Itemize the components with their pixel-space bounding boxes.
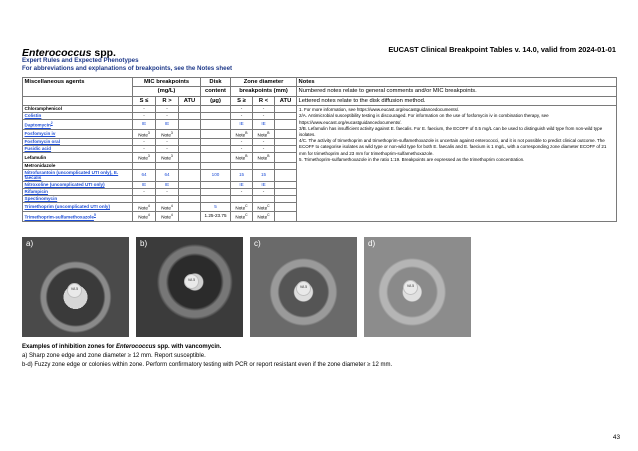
zone-atu-value (275, 153, 297, 163)
disk-content-value (201, 113, 231, 120)
zone-atu-value (275, 120, 297, 130)
agent-name[interactable]: Nitrofurantoin (uncomplicated UTI only), E. faecalis (23, 169, 133, 181)
mic-s-value: 64 (133, 169, 156, 181)
notes-subheader-1: Numbered notes relate to general comments and/or MIC breakpoints. (297, 87, 617, 96)
zone-image-3 (250, 237, 357, 337)
note-item: 3/B. Lefamulin has insufficient activity against E. faecalis. For E. faecium, the ECOFF of 0.5 mg/L can be used to distinguish wild type from non-wild type isolates. (299, 125, 603, 138)
table-row (23, 106, 617, 113)
header-r-gt: R > (156, 96, 179, 105)
zone-atu-value (275, 106, 297, 113)
mic-atu-value (179, 139, 201, 146)
header-mic-unit: (mg/L) (133, 87, 201, 96)
agent-name[interactable]: Rifampicin (23, 188, 133, 195)
agent-name[interactable]: Trimethoprim-sulfamethoxazole$^5$ (23, 212, 133, 222)
zone-atu-value (275, 188, 297, 195)
header-r-lt: R < (253, 96, 275, 105)
header-spacer (23, 96, 133, 105)
zone-s-value: - (231, 106, 253, 113)
image-label: d) (368, 239, 376, 248)
notes-cell (297, 106, 617, 221)
zone-r-value: - (253, 146, 275, 153)
mic-atu-value (179, 212, 201, 222)
header-mic: MIC breakpoints (133, 78, 201, 87)
zone-r-value: - (253, 106, 275, 113)
disk-content-value (201, 120, 231, 130)
mic-s-value: IE (133, 181, 156, 188)
header-zone-unit: breakpoints (mm) (231, 87, 297, 96)
caption-title: Examples of inhibition zones for Enterococcus spp. with vancomycin. (22, 344, 222, 350)
mic-s-value (133, 195, 156, 202)
zone-atu-value (275, 162, 297, 169)
mic-s-value: - (133, 106, 156, 113)
disk-content-value (201, 146, 231, 153)
mic-r-value: IE (156, 120, 179, 130)
agent-name[interactable]: Trimethoprim (uncomplicated UTI only) (23, 202, 133, 212)
zone-r-value: Note$^B$ (253, 153, 275, 163)
header-disk-content: content (201, 87, 231, 96)
zone-s-value (231, 162, 253, 169)
header-disk: Disk (201, 78, 231, 87)
mic-atu-value (179, 202, 201, 212)
mic-s-value (133, 162, 156, 169)
disk-content-value (201, 106, 231, 113)
mic-r-value: Note$^3$ (156, 129, 179, 139)
mic-s-value: Note$^3$ (133, 129, 156, 139)
mic-r-value (156, 195, 179, 202)
note-item: 2/A. Antimicrobial susceptibility testing is discouraged. For information on the use of fosfomycin iv in combination therapy, see https://www.eucast.org/eucastguidancedocuments/. (299, 113, 549, 125)
mic-r-value: - (156, 106, 179, 113)
zone-s-value: Note$^B$ (231, 129, 253, 139)
zone-r-value: Note$^C$ (253, 202, 275, 212)
breakpoint-table (22, 77, 617, 222)
agent-name[interactable]: Spectinomycin (23, 195, 133, 202)
image-label: c) (254, 239, 261, 248)
zone-r-value: Note$^B$ (253, 129, 275, 139)
zone-s-value (231, 195, 253, 202)
header-notes: Notes (297, 78, 617, 87)
image-label: a) (26, 239, 34, 248)
zone-atu-value (275, 129, 297, 139)
disk-content-value: 1.25-23.75 (201, 212, 231, 222)
antibiotic-disc: VA 5 (67, 283, 82, 298)
agent-name[interactable]: Fosfomycin iv (23, 129, 133, 139)
image-label: b) (140, 239, 148, 248)
mic-atu-value (179, 106, 201, 113)
zone-s-value: - (231, 146, 253, 153)
page-number: 43 (612, 434, 620, 441)
zone-r-value: 15 (253, 169, 275, 181)
mic-s-value: - (133, 188, 156, 195)
mic-s-value: - (133, 146, 156, 153)
zone-atu-value (275, 202, 297, 212)
header-atu: ATU (179, 96, 201, 105)
zone-atu-value (275, 212, 297, 222)
organism-suffix: spp. (94, 47, 116, 59)
antibiotic-disc: VA 5 (296, 281, 311, 296)
note-item: 4/C. The activity of trimethoprim and trimethoprim-sulfamethoxazole is uncertain against enterococci, and it is not possible to predict clinical outcome. The ECOFF to categorise isolates as wild type or non-wild type for both E. faecalis and E. faecium is 1 mg/L, with a corresponding zone diameter ECOFF of 21 mm for trimethoprim and 23 mm for trimethoprim-sulfamethoxazole. (299, 138, 607, 156)
mic-atu-value (179, 195, 201, 202)
disk-content-value: 100 (201, 169, 231, 181)
header-disk-unit: (µg) (201, 96, 231, 105)
mic-r-value: 64 (156, 169, 179, 181)
note-item: 1. For more information, see https://www.eucast.org/eucastguidancedocuments/. (299, 107, 460, 113)
mic-atu-value (179, 181, 201, 188)
mic-r-value: Note$^4$ (156, 202, 179, 212)
subtitle-abbreviations[interactable]: For abbreviations and explanations of breakpoints, see the Notes sheet (22, 65, 233, 72)
zone-atu-value (275, 195, 297, 202)
caption-line-a: a) Sharp zone edge and zone diameter ≥ 12 mm. Report susceptible. (22, 352, 206, 359)
mic-atu-value (179, 120, 201, 130)
disk-content-value: 5 (201, 202, 231, 212)
mic-s-value: IE (133, 120, 156, 130)
zone-atu-value (275, 139, 297, 146)
disk-content-value (201, 195, 231, 202)
mic-r-value: IE (156, 181, 179, 188)
mic-atu-value (179, 153, 201, 163)
zone-atu-value (275, 181, 297, 188)
mic-s-value: - (133, 139, 156, 146)
mic-s-value: Note$^4$ (133, 212, 156, 222)
zone-atu-value (275, 113, 297, 120)
mic-r-value: Note$^3$ (156, 153, 179, 163)
zone-image-2 (136, 237, 243, 337)
mic-atu-value (179, 129, 201, 139)
disk-content-value (201, 162, 231, 169)
agent-name[interactable]: Nitroxoline (uncomplicated UTI only) (23, 181, 133, 188)
zone-atu-value (275, 146, 297, 153)
antibiotic-disc: VA 5 (403, 280, 418, 295)
header-s-ge: S ≥ (231, 96, 253, 105)
mic-s-value: - (133, 113, 156, 120)
mic-atu-value (179, 146, 201, 153)
mic-r-value: Note$^4$ (156, 212, 179, 222)
zone-s-value: Note$^C$ (231, 212, 253, 222)
zone-s-value: IE (231, 120, 253, 130)
agent-name[interactable]: Fusidic acid (23, 146, 133, 153)
mic-r-value: - (156, 146, 179, 153)
disk-content-value (201, 153, 231, 163)
zone-r-value: Note$^C$ (253, 212, 275, 222)
header-atu-zone: ATU (275, 96, 297, 105)
agent-name: Metronidazole (23, 162, 133, 169)
agent-name[interactable]: Daptomycin$^2$ (23, 120, 133, 130)
zone-s-value: Note$^C$ (231, 202, 253, 212)
mic-atu-value (179, 169, 201, 181)
zone-r-value: - (253, 188, 275, 195)
zone-image-1 (22, 237, 129, 337)
mic-atu-value (179, 188, 201, 195)
agent-name: Lefamulin (23, 153, 133, 163)
zone-r-value: IE (253, 120, 275, 130)
disk-content-value (201, 139, 231, 146)
zone-s-value: - (231, 113, 253, 120)
zone-s-value: Note$^B$ (231, 153, 253, 163)
disk-content-value (201, 188, 231, 195)
header-agents: Miscellaneous agents (23, 78, 133, 97)
zone-s-value: - (231, 139, 253, 146)
mic-r-value: - (156, 113, 179, 120)
zone-r-value: IE (253, 181, 275, 188)
header-s-le: S ≤ (133, 96, 156, 105)
figure-caption (22, 343, 392, 369)
zone-r-value (253, 162, 275, 169)
zone-s-value: - (231, 188, 253, 195)
mic-atu-value (179, 162, 201, 169)
zone-s-value: IE (231, 181, 253, 188)
zone-r-value (253, 195, 275, 202)
mic-s-value: Note$^4$ (133, 202, 156, 212)
mic-r-value: - (156, 139, 179, 146)
zone-image-4 (364, 237, 471, 337)
zone-s-value: 15 (231, 169, 253, 181)
antibiotic-disc: VA 5 (184, 274, 199, 289)
agent-name[interactable]: Colistin (23, 113, 133, 120)
agent-name: Chloramphenicol (23, 106, 133, 113)
zone-r-value: - (253, 113, 275, 120)
document-title: EUCAST Clinical Breakpoint Tables v. 14.0, valid from 2024-01-01 (388, 45, 616, 54)
disk-content-value (201, 129, 231, 139)
mic-atu-value (179, 113, 201, 120)
note-item: 5. Trimethoprim-sulfamethoxazole in the ratio 1:19. Breakpoints are expressed as the trimethoprim concentration. (299, 156, 525, 162)
subtitle-expert-rules[interactable]: Expert Rules and Expected Phenotypes (22, 57, 139, 64)
zone-atu-value (275, 169, 297, 181)
mic-r-value: - (156, 188, 179, 195)
header-zone: Zone diameter (231, 78, 297, 87)
notes-subheader-2: Lettered notes relate to the disk diffusion method. (297, 96, 617, 105)
organism-name: Enterococcus (22, 47, 92, 59)
zone-r-value: - (253, 139, 275, 146)
agent-name[interactable]: Fosfomycin oral (23, 139, 133, 146)
caption-line-bd: b-d) Fuzzy zone edge or colonies within zone. Perform confirmatory testing with PCR or report resistant even if the zone diameter ≥ 12 mm. (22, 361, 393, 368)
disk-content-value (201, 181, 231, 188)
mic-r-value (156, 162, 179, 169)
mic-s-value: Note$^3$ (133, 153, 156, 163)
